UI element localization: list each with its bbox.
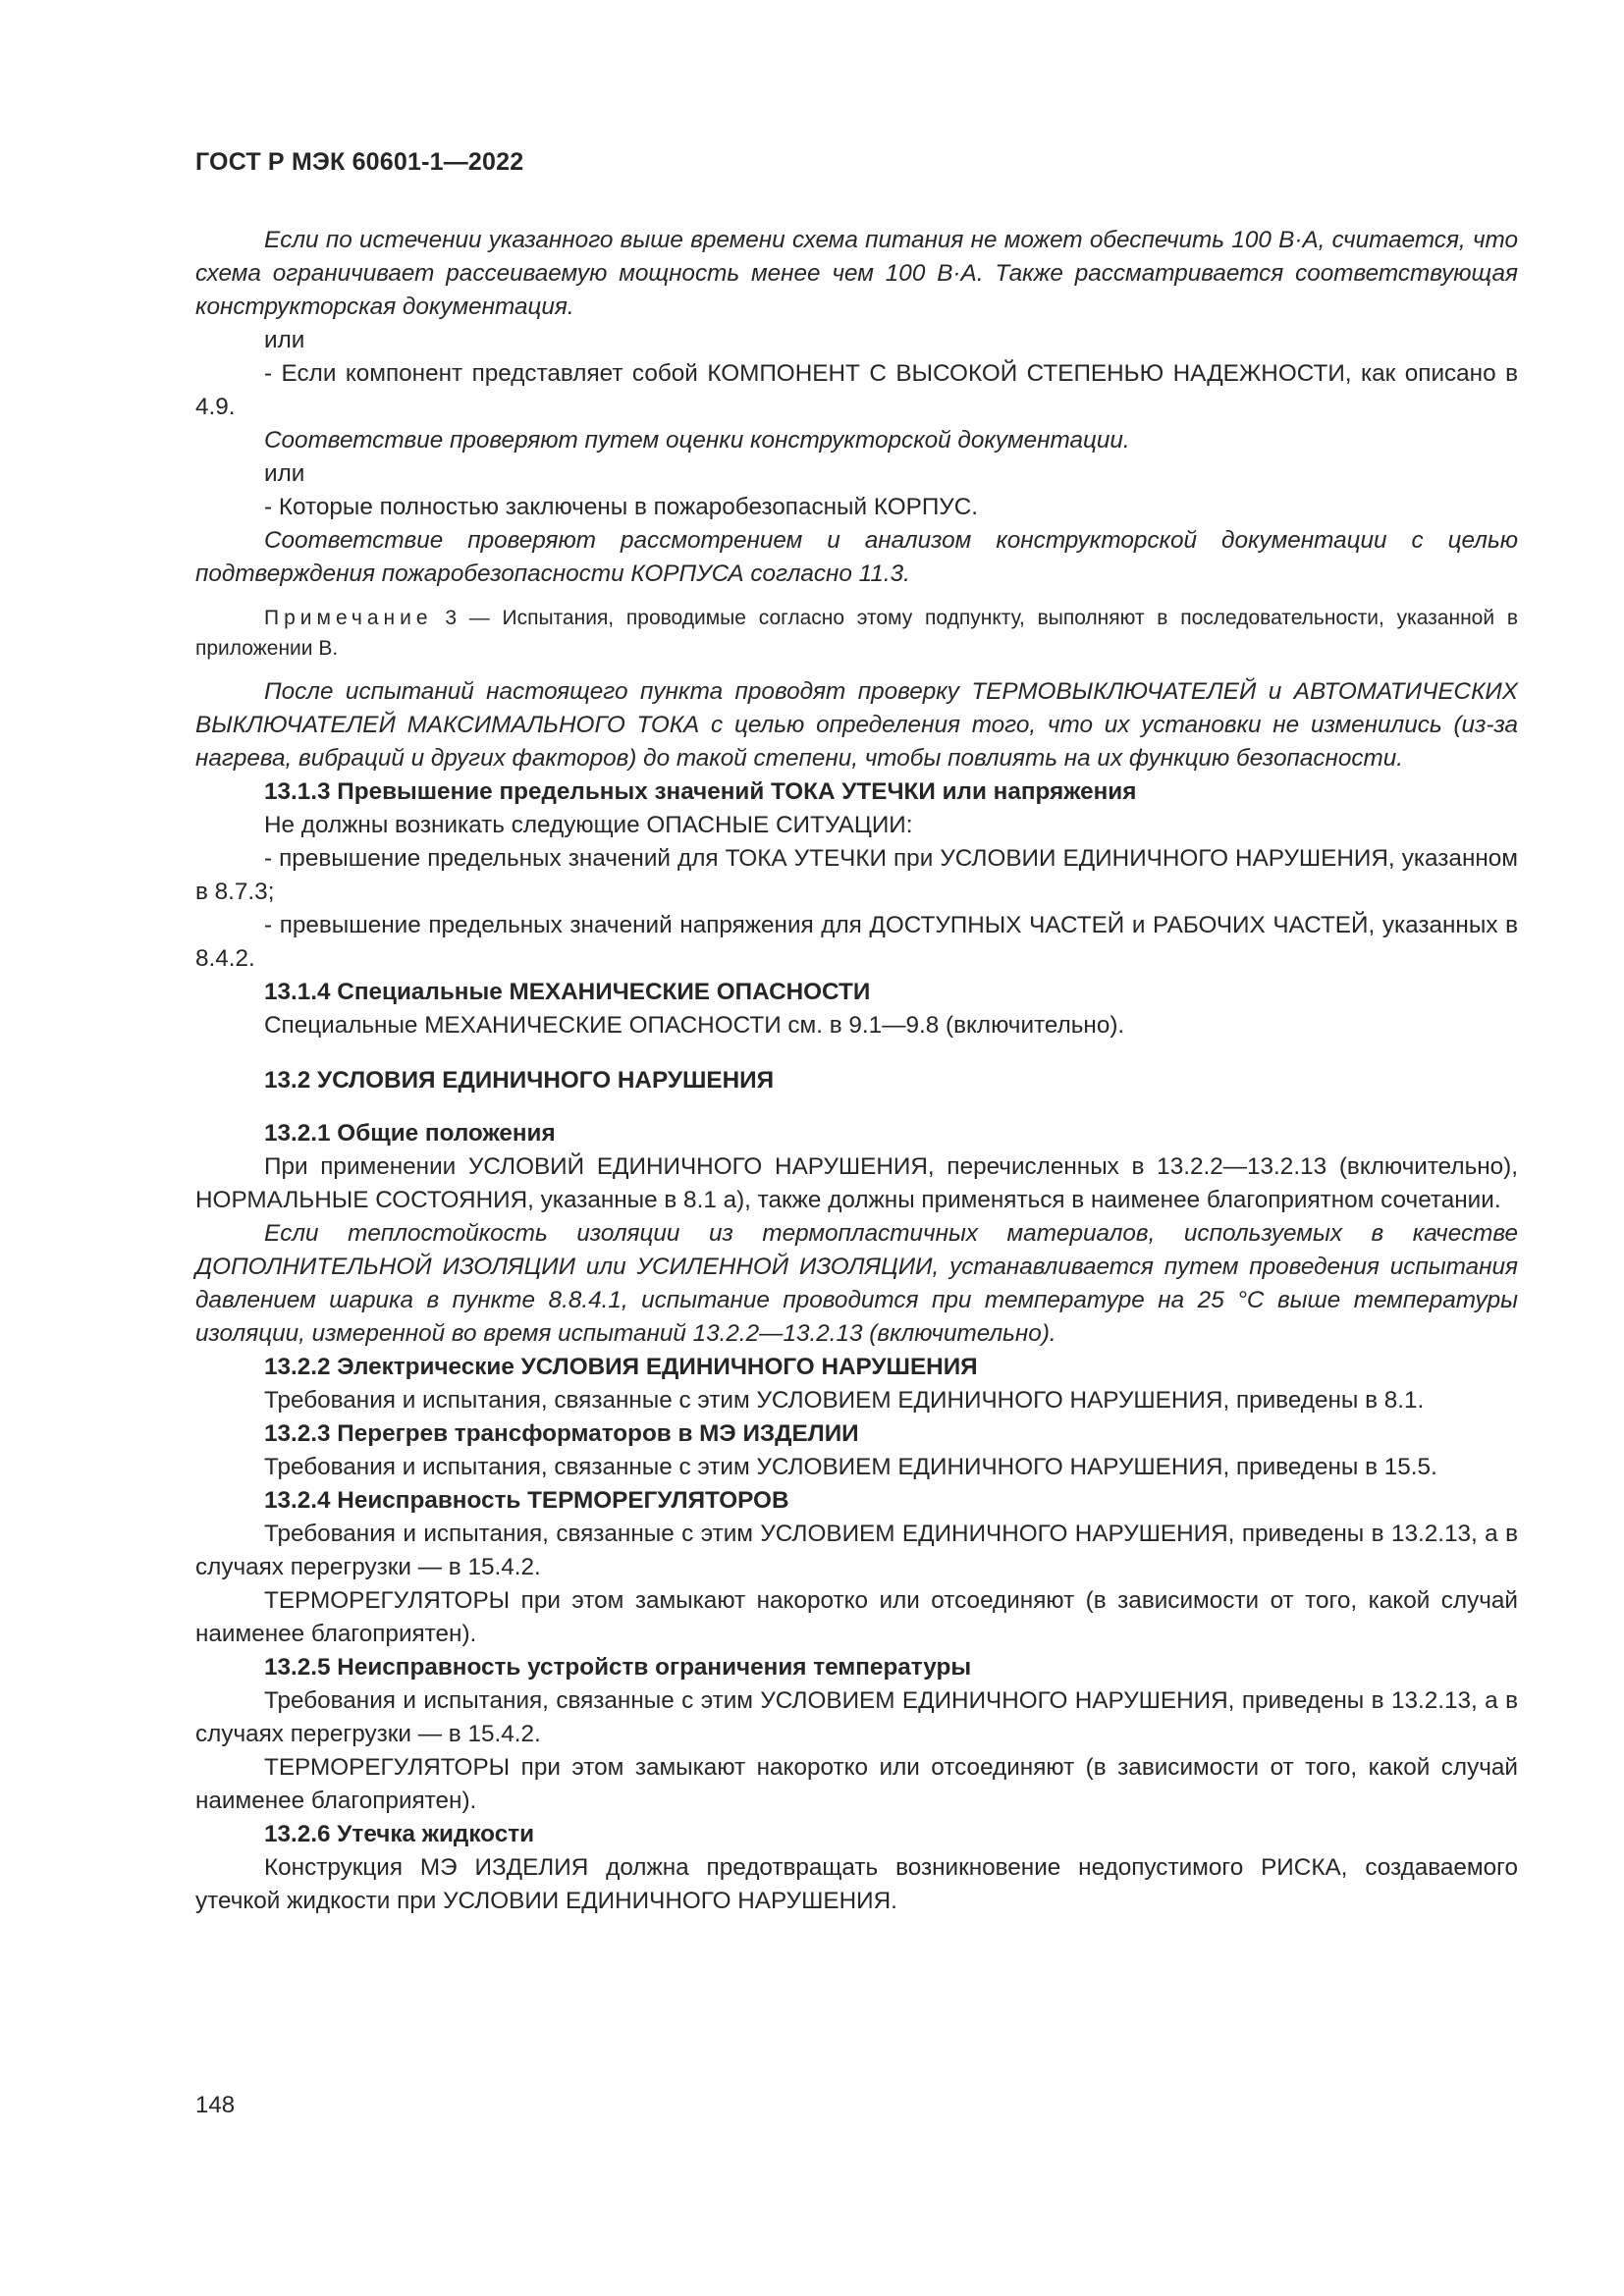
clause-heading: 13.2.5 Неисправность устройств ограничения температуры <box>264 1654 972 1681</box>
paragraph: Если теплостойкость изоляции из термопластичных материалов, используемых в качестве ДОПОЛНИТЕЛЬНОЙ ИЗОЛЯЦИИ или УСИЛЕННОЙ ИЗОЛЯЦИИ, устанавливается путем проведения испытания давлением шарика в пункте 8.8.4.1, испытание проводится при температуре на 25 °С выше температуры изоляции, измеренной во время испытаний 13.2.2—13.2.13 (включительно). <box>195 1220 1518 1347</box>
list-item: - Если компонент представляет собой КОМПОНЕНТ С ВЫСОКОЙ СТЕПЕНЬЮ НАДЕЖНОСТИ, как описано в 4.9. <box>195 360 1518 420</box>
paragraph: или <box>264 327 305 353</box>
list-item: - превышение предельных значений для ТОКА УТЕЧКИ при УСЛОВИИ ЕДИНИЧНОГО НАРУШЕНИЯ, указанном в 8.7.3; <box>195 845 1518 905</box>
list-item: - Которые полностью заключены в пожаробезопасный КОРПУС. <box>264 494 979 520</box>
paragraph: После испытаний настоящего пункта проводят проверку ТЕРМОВЫКЛЮЧАТЕЛЕЙ и АВТОМАТИЧЕСКИХ ВЫКЛЮЧАТЕЛЕЙ МАКСИМАЛЬНОГО ТОКА с целью определения того, что их установки не изменились (из-за нагрева, вибраций и других факторов) до такой степени, чтобы повлиять на их функцию безопасности. <box>195 678 1518 772</box>
paragraph: Специальные МЕХАНИЧЕСКИЕ ОПАСНОСТИ см. в 9.1—9.8 (включительно). <box>264 1012 1125 1039</box>
clause-heading: 13.2.3 Перегрев трансформаторов в МЭ ИЗДЕЛИИ <box>264 1420 859 1447</box>
clause-heading: 13.2.6 Утечка жидкости <box>264 1821 535 1847</box>
page-content <box>195 224 1518 1918</box>
page-number: 148 <box>195 2092 236 2118</box>
paragraph: При применении УСЛОВИЙ ЕДИНИЧНОГО НАРУШЕНИЯ, перечисленных в 13.2.2—13.2.13 (включительно), НОРМАЛЬНЫЕ СОСТОЯНИЯ, указанные в 8.1 а), также должны применяться в наименее благоприятном сочетании. <box>195 1153 1518 1213</box>
note-text: 3 — Испытания, проводимые согласно этому подпункту, выполняют в последовательности, указанной в приложении B. <box>195 607 1518 660</box>
clause-heading: 13.2.1 Общие положения <box>264 1120 556 1147</box>
document-header: ГОСТ Р МЭК 60601-1—2022 <box>195 148 524 176</box>
paragraph: или <box>264 460 305 487</box>
paragraph: ТЕРМОРЕГУЛЯТОРЫ при этом замыкают накоротко или отсоединяют (в зависимости от того, какой случай наименее благоприятен). <box>195 1754 1518 1814</box>
note-label: Примечание <box>264 607 433 629</box>
paragraph: ТЕРМОРЕГУЛЯТОРЫ при этом замыкают накоротко или отсоединяют (в зависимости от того, какой случай наименее благоприятен). <box>195 1587 1518 1647</box>
paragraph: Требования и испытания, связанные с этим УСЛОВИЕМ ЕДИНИЧНОГО НАРУШЕНИЯ, приведены в 13.2.13, а в случаях перегрузки — в 15.4.2. <box>195 1687 1518 1747</box>
list-item: - превышение предельных значений напряжения для ДОСТУПНЫХ ЧАСТЕЙ и РАБОЧИХ ЧАСТЕЙ, указанных в 8.4.2. <box>195 912 1518 972</box>
paragraph: Не должны возникать следующие ОПАСНЫЕ СИТУАЦИИ: <box>264 812 913 838</box>
section-heading: 13.2 УСЛОВИЯ ЕДИНИЧНОГО НАРУШЕНИЯ <box>264 1067 775 1094</box>
paragraph: Если по истечении указанного выше времени схема питания не может обеспечить 100 В·А, считается, что схема ограничивает рассеиваемую мощность менее чем 100 В·А. Также рассматривается соответствующая конструкторская документация. <box>195 227 1518 320</box>
clause-heading: 13.1.4 Специальные МЕХАНИЧЕСКИЕ ОПАСНОСТИ <box>264 979 871 1005</box>
paragraph: Требования и испытания, связанные с этим УСЛОВИЕМ ЕДИНИЧНОГО НАРУШЕНИЯ, приведены в 8.1. <box>264 1387 1425 1414</box>
paragraph: Соответствие проверяют рассмотрением и анализом конструкторской документации с целью подтверждения пожаробезопасности КОРПУСА согласно 11.3. <box>195 527 1518 587</box>
clause-heading: 13.1.3 Превышение предельных значений ТОКА УТЕЧКИ или напряжения <box>264 778 1137 805</box>
paragraph: Требования и испытания, связанные с этим УСЛОВИЕМ ЕДИНИЧНОГО НАРУШЕНИЯ, приведены в 15.5. <box>264 1454 1437 1480</box>
clause-heading: 13.2.4 Неисправность ТЕРМОРЕГУЛЯТОРОВ <box>264 1487 789 1514</box>
paragraph: Соответствие проверяют путем оценки конструкторской документации. <box>264 427 1130 454</box>
paragraph: Конструкция МЭ ИЗДЕЛИЯ должна предотвращать возникновение недопустимого РИСКА, создаваемого утечкой жидкости при УСЛОВИИ ЕДИНИЧНОГО НАРУШЕНИЯ. <box>195 1854 1518 1914</box>
clause-heading: 13.2.2 Электрические УСЛОВИЯ ЕДИНИЧНОГО НАРУШЕНИЯ <box>264 1354 978 1380</box>
paragraph: Требования и испытания, связанные с этим УСЛОВИЕМ ЕДИНИЧНОГО НАРУШЕНИЯ, приведены в 13.2.13, а в случаях перегрузки — в 15.4.2. <box>195 1521 1518 1580</box>
note <box>195 603 1518 664</box>
